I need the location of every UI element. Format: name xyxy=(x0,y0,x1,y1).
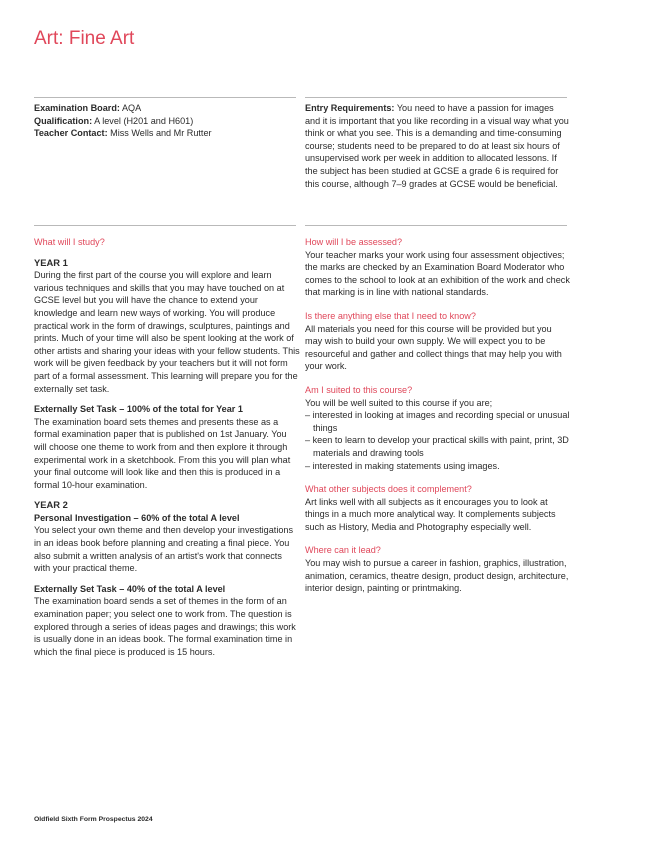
suited-item: – interested in making statements using images. xyxy=(305,460,571,473)
complement-heading: What other subjects does it complement? xyxy=(305,484,472,495)
year2-heading: YEAR 2 xyxy=(34,499,68,511)
teacher-contact-value: Miss Wells and Mr Rutter xyxy=(110,128,212,139)
exam-board-line xyxy=(34,102,296,115)
qualification-line xyxy=(34,115,296,128)
suited-intro: You will be well suited to this course if you are; xyxy=(305,397,493,408)
suited-item: – keen to learn to develop your practical skills with paint, print, 3D materials and drawing tools xyxy=(305,434,571,459)
entry-requirements-text: You need to have a passion for images and it is important that you like recording in a visual way what you think or what you see. This is a demanding and time-consuming course; students need to be prepared to do at least six hours of unsupervised work per week in addition to allocated lessons. If the subject has been studied at GCSE a grade 6 is required for this course, although 7–9 grades at GCSE would be beneficial. xyxy=(305,103,569,189)
est1-text: The examination board sets themes and presents these as a formal examination paper that is published on 1st January. You will choose one theme to work from and then explore it through experimental work in a sketchbook. From this you will plan what your final outcome will look like and then this is produced in a formal 10-hour examination. xyxy=(34,416,291,490)
info-column xyxy=(305,236,571,595)
qualification-value: A level (H201 and H601) xyxy=(94,115,194,126)
lead-text: You may wish to pursue a career in fashion, graphics, illustration, animation, ceramics, theatre design, product design, architecture, interior design, painting or printmaking. xyxy=(305,558,569,594)
course-info xyxy=(34,102,296,140)
year1-heading: YEAR 1 xyxy=(34,256,68,268)
entry-requirements-label: Entry Requirements: xyxy=(305,103,395,113)
complement-text: Art links well with all subjects as it encourages you to look at things in a much more analytical way. It complements subjects such as History, Media and Photography especially well. xyxy=(305,496,556,532)
else-text: All materials you need for this course will be provided but you may wish to build your own supply. We will expect you to be resourceful and gather and collect things that may help you with your work. xyxy=(305,323,562,372)
personal-investigation-heading: Personal Investigation – 60% of the total A level xyxy=(34,512,240,523)
divider-top-left xyxy=(34,97,296,98)
year1-text: During the first part of the course you will explore and learn various techniques and skills that you may have touched on at GCSE level but you will have the chance to extend your knowledge and learn new ways of working. You will produce practical work in the form of drawings, sculptures, paintings and prints. Much of your time will also be spent looking at the work of other artists and sharing your ideas with your fellow students. This work will be given feedback by your teachers but it will not form part of a formal assessment. This learning will prepare you for the externally set task. xyxy=(34,270,300,394)
suited-heading: Am I suited to this course? xyxy=(305,384,413,395)
est1-heading: Externally Set Task – 100% of the total for Year 1 xyxy=(34,404,243,415)
page-title: Art: Fine Art xyxy=(34,28,135,49)
est2-text: The examination board sends a set of themes in the form of an examination paper; you select one to work from. The question is explored through a series of ideas pages and drawings; this work is usually done in an ideas book. The formal examination time in which the final piece is produced is 15 hours. xyxy=(34,596,296,657)
lead-heading: Where can it lead? xyxy=(305,545,381,556)
study-column xyxy=(34,236,300,658)
qualification-label: Qualification: xyxy=(34,115,93,126)
exam-board-value: AQA xyxy=(121,103,142,113)
page-footer: Oldfield Sixth Form Prospectus 2024 xyxy=(34,816,153,823)
divider-top-right xyxy=(305,97,567,98)
teacher-contact-line xyxy=(34,127,296,140)
study-heading: What will I study? xyxy=(34,237,105,247)
divider-mid-left xyxy=(34,225,296,226)
exam-board-label: Examination Board: xyxy=(34,103,120,113)
assessed-text: Your teacher marks your work using four assessment objectives; the marks are checked by an Examination Board Moderator who comes to the school to look at an exhibition of the work and check that marking is in line with national standards. xyxy=(305,249,570,298)
est2-heading: Externally Set Task – 40% of the total A level xyxy=(34,583,226,594)
else-heading: Is there anything else that I need to know? xyxy=(305,310,476,321)
suited-list xyxy=(305,409,571,472)
personal-investigation-text: You select your own theme and then develop your investigations in an ideas book before planning and creating a final piece. You also submit a written analysis of an artist's work that connects with your practical theme. xyxy=(34,525,294,574)
assessed-heading: How will I be assessed? xyxy=(305,237,403,247)
entry-requirements xyxy=(305,102,569,190)
suited-item: – interested in looking at images and recording special or unusual things xyxy=(305,409,571,434)
teacher-contact-label: Teacher Contact: xyxy=(34,128,108,139)
divider-mid-right xyxy=(305,225,567,226)
